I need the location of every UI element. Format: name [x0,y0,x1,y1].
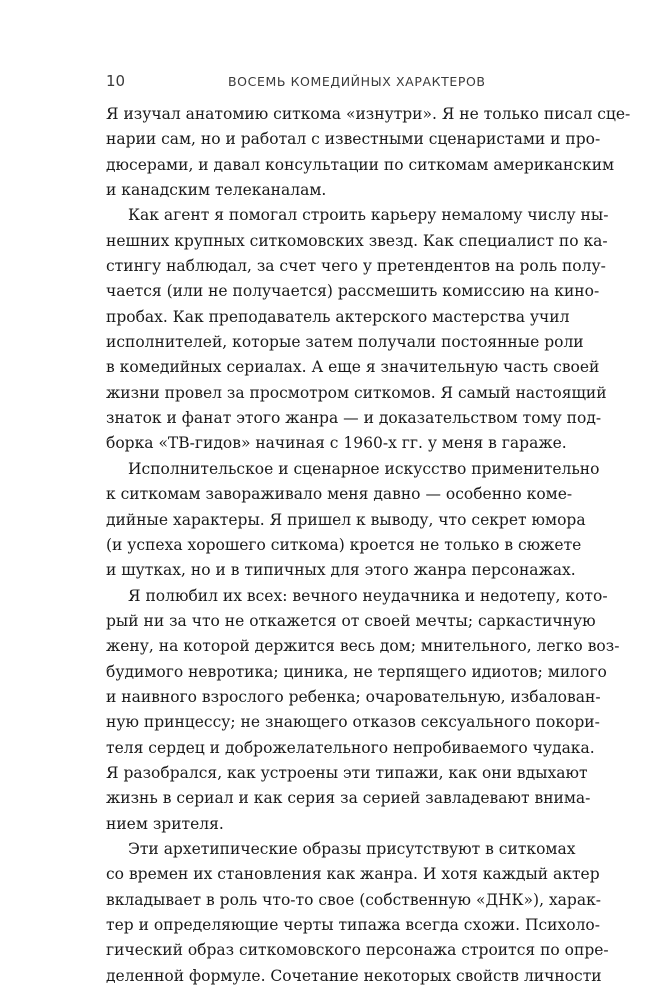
text-line: жену, на которой держится весь дом; мнительного, легко воз- [106,637,620,656]
text-line: и шутках, но и в типичных для этого жанра персонажах. [106,561,576,580]
text-line: деленной формуле. Сочетание некоторых свойств личности [106,966,602,985]
text-line: гический образ ситкомовского персонажа строится по опре- [106,941,609,960]
text-line: к ситкомам завораживало меня давно — особенно коме- [106,485,573,504]
paragraph [106,837,609,989]
text-line: вкладывает в роль что-то свое (собственную «ДНК»), харак- [106,890,602,909]
body-text [106,102,631,989]
text-line: (и успеха хорошего ситкома) кроется не только в сюжете [106,535,582,554]
book-title: ВОСЕМЬ КОМЕДИЙНЫХ ХАРАКТЕРОВ [228,74,486,89]
text-line: стингу наблюдал, за счет чего у претендентов на роль полу- [106,257,606,276]
text-line: Как агент я помогал строить карьеру немалому числу ны- [128,206,609,225]
text-line: исполнителей, которые затем получали постоянные роли [106,333,584,352]
running-head [106,71,576,91]
text-line: тер и определяющие черты типажа всегда схожи. Психоло- [106,916,601,934]
text-line: пробах. Как преподаватель актерского мастерства учил [106,307,570,326]
text-line: чается (или не получается) рассмешить комиссию на кино- [106,282,600,301]
text-line: нарии сам, но и работал с известными сценаристами и про- [106,130,601,149]
text-line: знаток и фанат этого жанра — и доказательством тому под- [106,409,602,428]
text-line: нешних крупных ситкомовских звезд. Как специалист по ка- [106,231,608,250]
text-line: рый ни за что не откажется от своей мечты; саркастичную [106,611,596,630]
paragraph [106,457,600,584]
paragraph [106,102,631,203]
page-number: 10 [106,72,126,90]
text-line: жизни провел за просмотром ситкомов. Я самый настоящий [106,383,607,402]
text-line: Я разобрался, как устроены эти типажи, как они вдыхают [106,763,588,782]
text-line: борка «ТВ-гидов» начиная с 1960-х гг. у меня в гараже. [106,434,567,453]
text-line: дюсерами, и давал консультации по ситкомам американским [106,155,615,174]
text-line: Я полюбил их всех: вечного неудачника и недотепу, кото- [128,586,608,605]
text-line: жизнь в сериал и как серия за серией завладевают внима- [106,789,591,808]
paragraph [106,203,609,456]
paragraph [106,584,620,837]
text-line: в комедийных сериалах. А еще я значительную часть своей [106,358,600,377]
text-line: ную принцессу; не знающего отказов сексуального покори- [106,713,600,732]
text-line: Исполнительское и сценарное искусство применительно [128,459,600,478]
text-line: дийные характеры. Я пришел к выводу, что секрет юмора [106,510,586,529]
text-line: со времен их становления как жанра. И хотя каждый актер [106,865,600,884]
text-line: будимого невротика; циника, не терпящего идиотов; милого [106,662,607,681]
text-line: и канадским телеканалам. [106,181,327,200]
text-line: теля сердец и доброжелательного непробиваемого чудака. [106,738,595,757]
text-line: и наивного взрослого ребенка; очаровательную, избалован- [106,687,601,706]
text-line: Эти архетипические образы присутствуют в ситкомах [128,839,576,858]
text-line: нием зрителя. [106,814,224,833]
text-line: Я изучал анатомию ситкома «изнутри». Я не только писал сце- [106,105,631,123]
